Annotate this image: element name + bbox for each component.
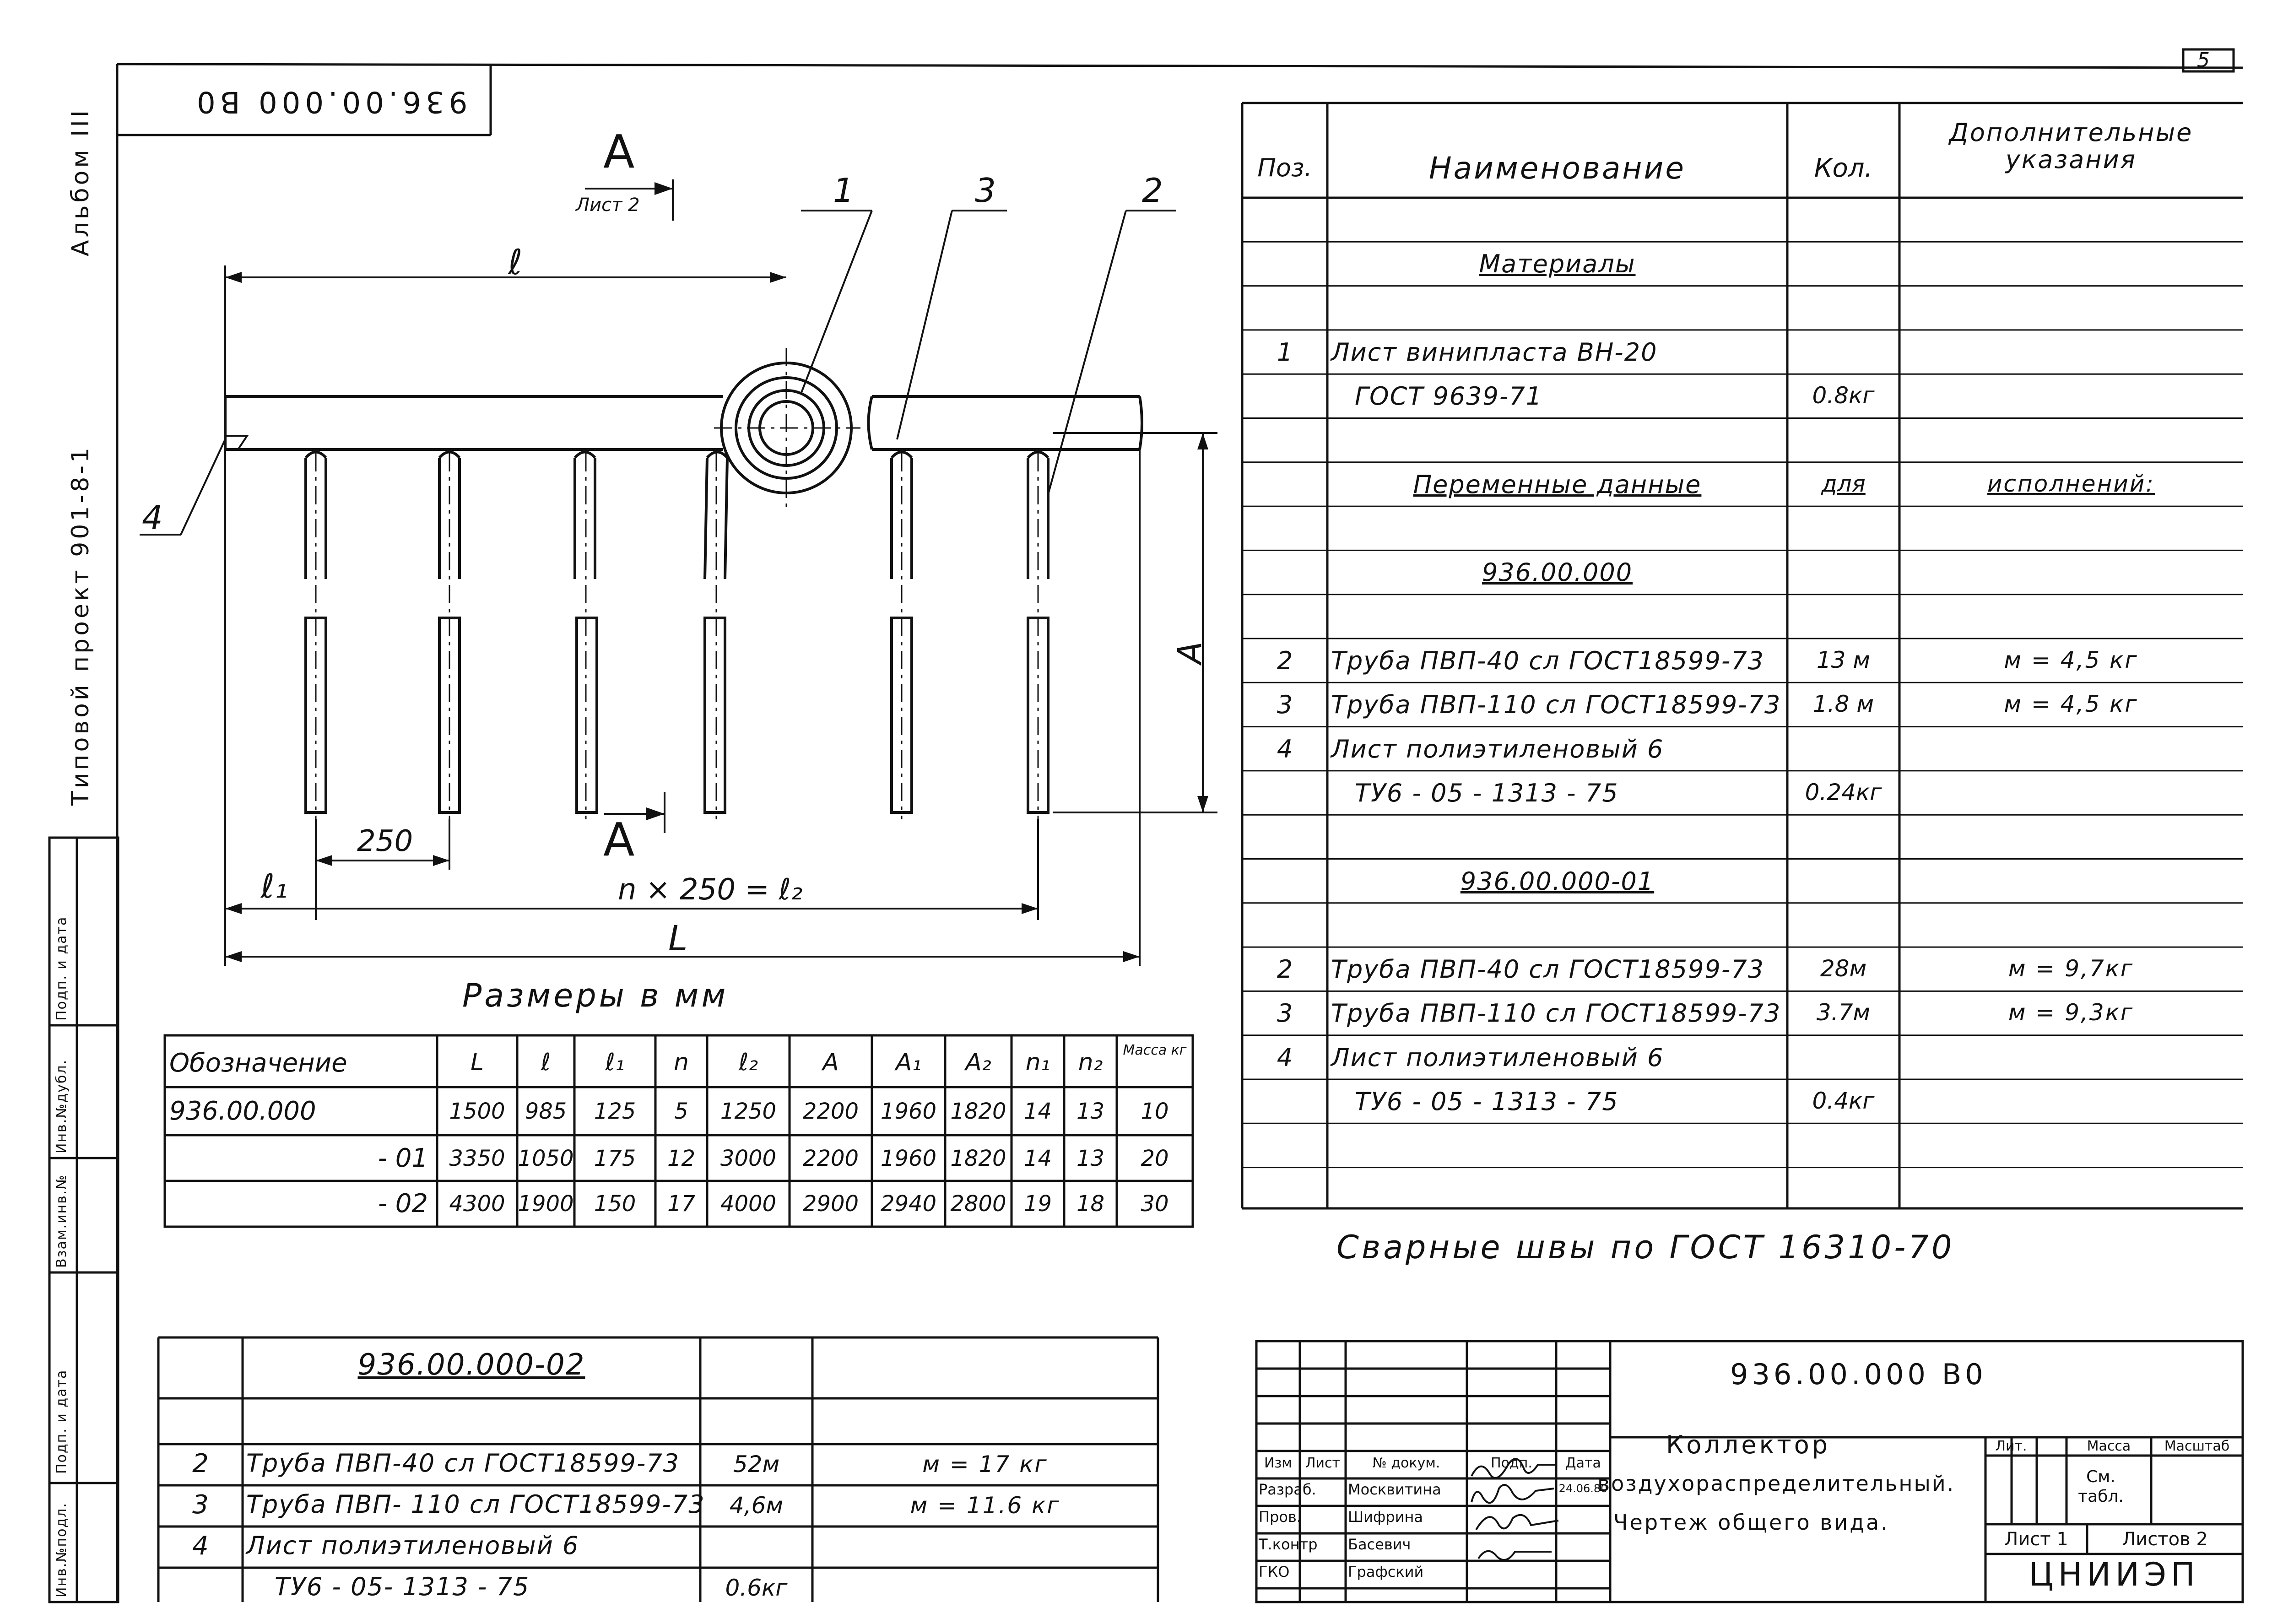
dims-cell: 10 xyxy=(1141,1099,1169,1124)
dims-cell: 14 xyxy=(1023,1099,1052,1124)
rotated-document-code: 936.00.000 В0 xyxy=(192,85,468,119)
v02-name: ТУ6 - 05- 1313 - 75 xyxy=(275,1572,530,1601)
mass-value: См. табл. xyxy=(2078,1467,2124,1506)
dims-cell: - 01 xyxy=(378,1143,428,1173)
signatures xyxy=(1471,1459,1558,1560)
dims-cell: 2900 xyxy=(802,1191,859,1217)
dims-cell: 1960 xyxy=(880,1146,937,1171)
dims-header-0: Обозначение xyxy=(169,1048,347,1078)
spec-name: Материалы xyxy=(1479,249,1636,279)
section-letter-bottom: А xyxy=(603,813,635,866)
weld-note: Сварные швы по ГОСТ 16310-70 xyxy=(1336,1229,1955,1266)
spec-notes: исполнений: xyxy=(1987,470,2155,497)
dimension-a-label: А xyxy=(1170,641,1209,664)
dims-header-10: n₂ xyxy=(1078,1049,1103,1076)
spec-name: Труба ПВП-110 сл ГОСТ18599-73 xyxy=(1331,999,1781,1028)
signer-name: Шифрина xyxy=(1348,1508,1423,1526)
dims-cell: 2940 xyxy=(880,1191,937,1217)
scale-label: Масштаб xyxy=(2164,1438,2230,1454)
signer-role: Разраб. xyxy=(1259,1481,1316,1498)
title-col-head: Подп. xyxy=(1491,1455,1532,1471)
dims-cell: 1820 xyxy=(950,1146,1006,1171)
signer-role: ГКО xyxy=(1259,1563,1290,1581)
title-line-3: Чертеж общего вида. xyxy=(1613,1510,1889,1535)
signer-role: Пров. xyxy=(1259,1508,1301,1526)
v02-qty: 52м xyxy=(733,1451,780,1478)
spec-notes: м = 4,5 кг xyxy=(2004,647,2138,673)
spec-qty: 0.4кг xyxy=(1812,1088,1875,1114)
spec-pos: 4 xyxy=(1277,734,1293,763)
spec-name: Труба ПВП-110 сл ГОСТ18599-73 xyxy=(1331,690,1781,720)
dims-cell: 2200 xyxy=(802,1146,859,1171)
dims-cell: 12 xyxy=(667,1146,696,1171)
spec-notes: м = 4,5 кг xyxy=(2004,691,2138,718)
spec-notes: м = 9,7кг xyxy=(2008,955,2134,982)
signer-role: Т.контр xyxy=(1259,1536,1318,1553)
dimension-l1-label: ℓ₁ xyxy=(261,867,288,905)
v02-name: Лист полиэтиленовый 6 xyxy=(246,1531,579,1560)
dims-header-7: А₁ xyxy=(895,1049,922,1076)
project-label: Типовой проект 901-8-1 xyxy=(67,444,94,806)
v02-qty: 4,6м xyxy=(729,1492,784,1519)
spec-name: Труба ПВП-40 сл ГОСТ18599-73 xyxy=(1331,646,1765,675)
dims-cell: 14 xyxy=(1023,1146,1052,1171)
spec-name: 936.00.000 xyxy=(1482,558,1633,587)
v02-qty: 0.6кг xyxy=(725,1575,788,1601)
dims-header-11: Масса кг xyxy=(1123,1042,1187,1058)
spec-notes: м = 9,3кг xyxy=(2008,999,2134,1026)
spec-pos: 2 xyxy=(1277,646,1293,675)
dims-cell: 2200 xyxy=(802,1099,859,1124)
spec-header-pos: Поз. xyxy=(1257,153,1312,182)
dims-header-2: ℓ xyxy=(541,1049,551,1076)
title-col-head: Лист xyxy=(1305,1455,1341,1471)
spec-header-qty: Кол. xyxy=(1814,153,1873,183)
stamp-field-podp-data-1: Подп. и дата xyxy=(54,1369,70,1474)
dimension-250-label: 250 xyxy=(357,824,413,858)
title-block-code: 936.00.000 В0 xyxy=(1730,1358,1987,1391)
dims-cell: 17 xyxy=(667,1191,696,1217)
stamp-field-inv-podl: Инв.№подл. xyxy=(54,1502,70,1597)
mass-label: Масса xyxy=(2087,1438,2131,1454)
title-line-1: Коллектор xyxy=(1666,1430,1831,1459)
v02-pos: 4 xyxy=(192,1531,209,1561)
dims-cell: 1900 xyxy=(518,1191,574,1217)
v02-name: Труба ПВП-40 сл ГОСТ18599-73 xyxy=(246,1449,680,1478)
dims-cell: 1960 xyxy=(880,1099,937,1124)
spec-name: Лист винипласта ВН-20 xyxy=(1331,337,1658,367)
spec-qty: для xyxy=(1821,470,1866,497)
spec-qty: 0.24кг xyxy=(1805,779,1882,806)
dims-cell: 4000 xyxy=(720,1191,777,1217)
spec-name: Труба ПВП-40 сл ГОСТ18599-73 xyxy=(1331,955,1765,984)
dims-header-6: А xyxy=(822,1049,839,1076)
dims-cell: 19 xyxy=(1023,1191,1052,1217)
spec-pos: 1 xyxy=(1277,337,1293,367)
spec-qty: 3.7м xyxy=(1816,999,1871,1026)
spec-pos: 4 xyxy=(1277,1043,1293,1072)
section-sheet-ref: Лист 2 xyxy=(576,195,640,216)
dims-cell: 1050 xyxy=(518,1146,574,1171)
v02-name: Труба ПВП- 110 сл ГОСТ18599-73 xyxy=(246,1490,705,1519)
spec-header-notes: Дополнительные указания xyxy=(1949,118,2193,174)
dims-cell: 13 xyxy=(1076,1099,1105,1124)
v02-pos: 3 xyxy=(192,1490,209,1520)
position-1-label: 1 xyxy=(833,171,854,210)
spec-header-name: Наименование xyxy=(1429,151,1686,186)
sheets-label: Листов 2 xyxy=(2122,1529,2208,1550)
position-3-label: 3 xyxy=(975,171,996,210)
dims-cell: 30 xyxy=(1141,1191,1169,1217)
spec-pos: 2 xyxy=(1277,955,1293,984)
dims-cell: 20 xyxy=(1141,1146,1169,1171)
spec-pos: 3 xyxy=(1277,999,1293,1028)
title-col-head: Изм xyxy=(1264,1455,1293,1471)
title-col-head: № докум. xyxy=(1372,1455,1440,1471)
dims-cell: 936.00.000 xyxy=(169,1096,316,1126)
dims-cell: 2800 xyxy=(950,1191,1006,1217)
spec-pos: 3 xyxy=(1277,690,1293,720)
spec-name: ГОСТ 9639-71 xyxy=(1355,382,1543,411)
dims-cell: 1250 xyxy=(720,1099,777,1124)
dims-header-8: А₂ xyxy=(965,1049,991,1076)
stamp-field-vzam: Взам.инв.№ xyxy=(54,1174,70,1268)
dims-header-3: ℓ₁ xyxy=(605,1049,625,1076)
dims-header-4: n xyxy=(674,1049,689,1076)
signer-date: 24.06.80 xyxy=(1558,1482,1608,1495)
dims-cell: 4300 xyxy=(449,1191,505,1217)
dims-header-9: n₁ xyxy=(1025,1049,1050,1076)
signer-name: Графский xyxy=(1348,1563,1424,1581)
dims-cell: 125 xyxy=(594,1099,636,1124)
dimension-l-label: ℓ xyxy=(508,242,523,282)
dims-cell: 175 xyxy=(594,1146,636,1171)
dimension-n250-label: n × 250 = ℓ₂ xyxy=(618,873,803,907)
sheet-number: 5 xyxy=(2197,49,2210,72)
signer-name: Басевич xyxy=(1348,1536,1411,1553)
dims-cell: 13 xyxy=(1076,1146,1105,1171)
v02-notes: м = 11.6 кг xyxy=(910,1492,1060,1519)
title-col-head: Дата xyxy=(1565,1455,1601,1471)
dims-cell: - 02 xyxy=(378,1189,428,1218)
dims-cell: 150 xyxy=(594,1191,636,1217)
dims-cell: 1820 xyxy=(950,1099,1006,1124)
spec-name: ТУ6 - 05 - 1313 - 75 xyxy=(1355,1087,1619,1116)
sheet-label: Лист 1 xyxy=(2004,1529,2068,1550)
title-line-2: воздухораспределительный. xyxy=(1597,1471,1955,1496)
dims-header-5: ℓ₂ xyxy=(738,1049,758,1076)
spec-qty: 13 м xyxy=(1816,647,1871,673)
position-2-label: 2 xyxy=(1142,171,1163,210)
spec-qty: 28м xyxy=(1820,955,1867,982)
units-note: Размеры в мм xyxy=(462,977,729,1014)
stamp-field-inv-dubl: Инв.№дубл. xyxy=(54,1059,70,1153)
signer-name: Москвитина xyxy=(1348,1481,1441,1498)
v02-name: 936.00.000-02 xyxy=(357,1348,585,1382)
v02-notes: м = 17 кг xyxy=(922,1451,1048,1478)
spec-name: Лист полиэтиленовый 6 xyxy=(1331,734,1664,763)
spec-qty: 0.8кг xyxy=(1812,382,1875,409)
album-label: Альбом III xyxy=(67,107,94,256)
dims-cell: 1500 xyxy=(449,1099,505,1124)
stamp-field-podp-data-2: Подп. и дата xyxy=(54,916,70,1021)
spec-name: ТУ6 - 05 - 1313 - 75 xyxy=(1355,778,1619,807)
dims-cell: 5 xyxy=(674,1099,688,1124)
dims-cell: 18 xyxy=(1076,1191,1105,1217)
dims-cell: 3350 xyxy=(449,1146,505,1171)
spec-qty: 1.8 м xyxy=(1812,691,1874,718)
section-letter-top: А xyxy=(603,125,635,179)
position-4-label: 4 xyxy=(142,498,163,537)
spec-name: 936.00.000-01 xyxy=(1460,866,1655,896)
spec-name: Лист полиэтиленовый 6 xyxy=(1331,1043,1664,1072)
dimension-L-label: L xyxy=(668,918,688,958)
dims-header-1: L xyxy=(471,1049,484,1076)
v02-pos: 2 xyxy=(192,1449,209,1478)
dims-cell: 985 xyxy=(525,1099,567,1124)
dims-cell: 3000 xyxy=(720,1146,777,1171)
lit-label: Лит. xyxy=(1995,1438,2027,1454)
spec-name: Переменные данные xyxy=(1413,470,1702,499)
organization-label: ЦНИИЭП xyxy=(2029,1556,2200,1593)
